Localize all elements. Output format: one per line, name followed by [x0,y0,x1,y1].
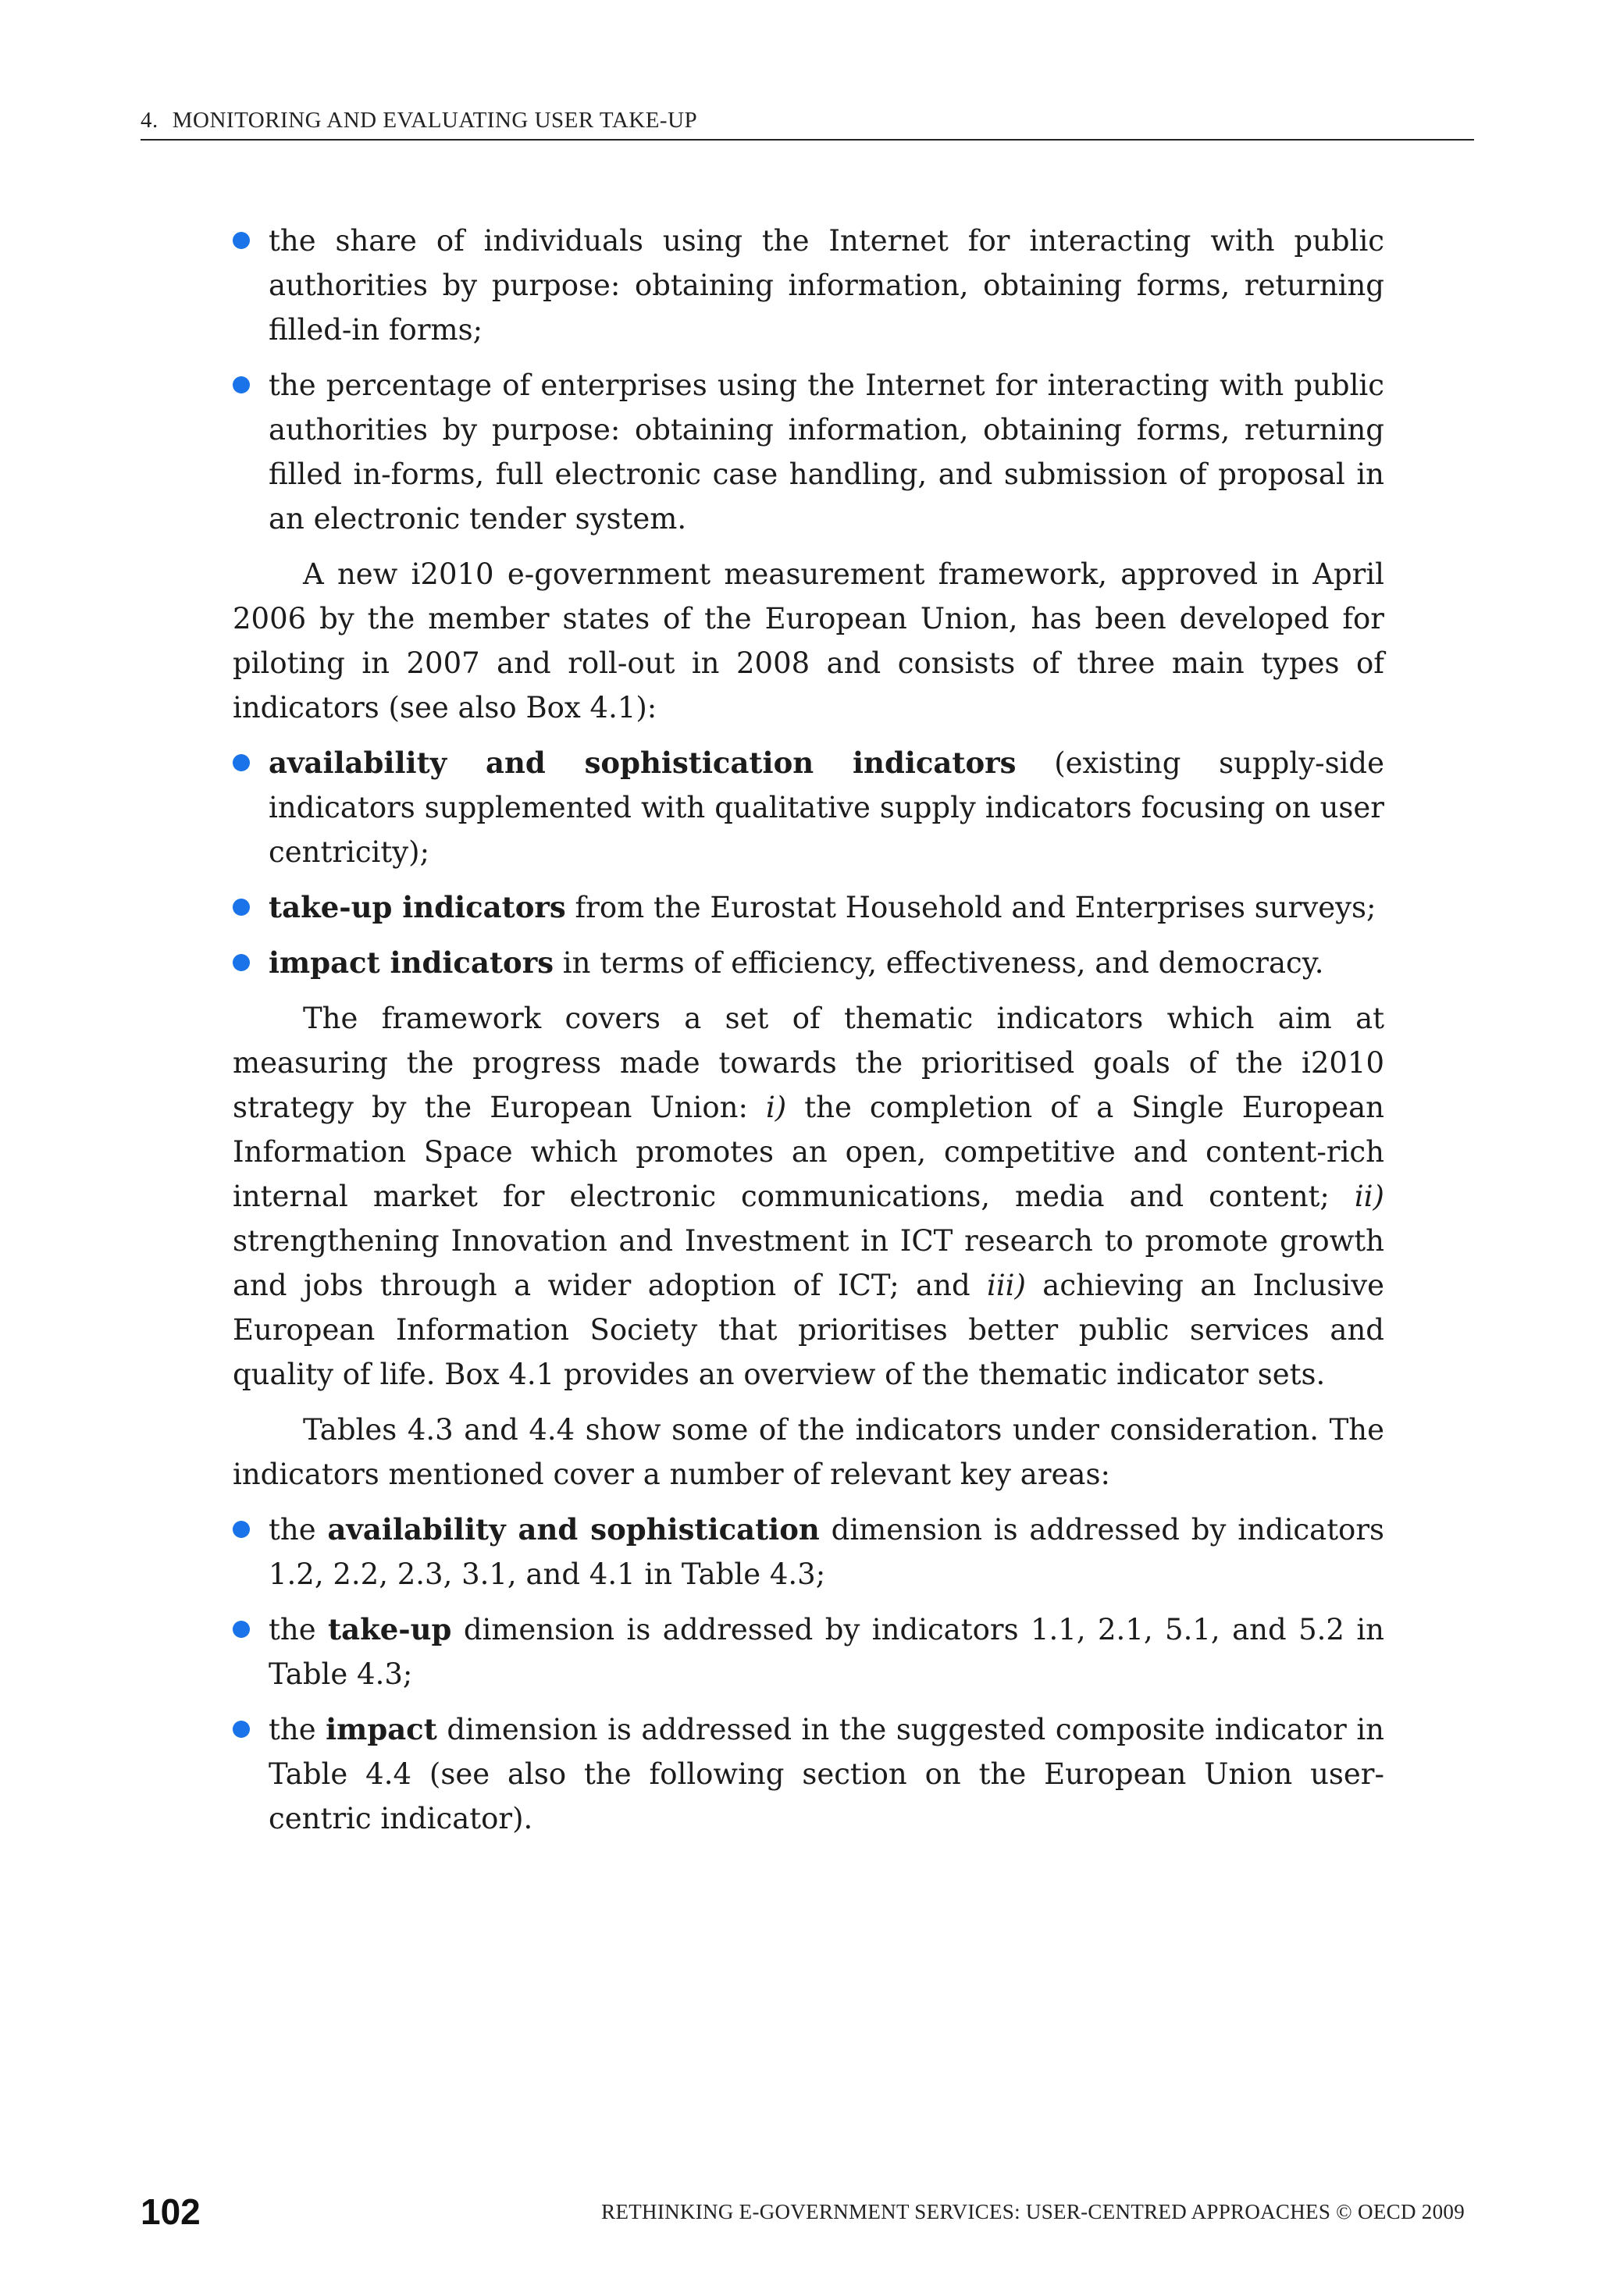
paragraph: The framework covers a set of thematic indicators which aim at measuring the progress made towards the prioritised goals of the i2010 strategy by the European Union: i) the completion of a Single European Information Space which promotes an open, competitive and content-rich internal market for electronic communications, media and content; ii) strengthening Innovation and Investment in ICT research to promote growth and jobs through a wider adoption of ICT; and iii) achieving an Inclusive European Information Society that prioritises better public services and quality of life. Box 4.1 provides an overview of the thematic indicator sets. [233,1002,1384,1391]
chapter-title: MONITORING AND EVALUATING USER TAKE-UP [172,108,698,133]
list-item: the percentage of enterprises using the Internet for interacting with public authorities by purpose: obtaining information, obtaining forms, returning filled in-forms, full electronic case handling, and submission of proposal in an electronic tender system. [233,363,1384,541]
list-item: the availability and sophistication dimension is addressed by indicators 1.2, 2.2, 2.3, 3.1, and 4.1 in Table 4.3; [233,1508,1384,1597]
list-item: take-up indicators from the Eurostat Household and Enterprises surveys; [233,885,1384,930]
bullet-icon [233,232,250,249]
paragraph: Tables 4.3 and 4.4 show some of the indicators under consideration. The indicators mentioned cover a number of relevant key areas: [233,1413,1384,1491]
list-item: the take-up dimension is addressed by indicators 1.1, 2.1, 5.1, and 5.2 in Table 4.3; [233,1607,1384,1696]
bullet-icon [233,1621,250,1638]
bullet-icon [233,899,250,916]
bullet-icon [233,1721,250,1738]
bullet-icon [233,1521,250,1538]
paragraph: A new i2010 e-government measurement framework, approved in April 2006 by the member states of the European Union, has been developed for piloting in 2007 and roll-out in 2008 and consists of three main types of indicators (see also Box 4.1): [233,557,1384,724]
list-item: the impact dimension is addressed in the suggested composite indicator in Table 4.4 (see also the following section on the European Union user-centric indicator). [233,1707,1384,1841]
list-item: the share of individuals using the Internet for interacting with public authorities by purpose: obtaining information, obtaining forms, returning filled-in forms; [233,219,1384,352]
bullet-icon [233,754,250,771]
running-footer: RETHINKING E-GOVERNMENT SERVICES: USER-CENTRED APPROACHES © OECD 2009 [601,2200,1465,2223]
list-item: availability and sophistication indicators (existing supply-side indicators supplemented with qualitative supply indicators focusing on user centricity); [233,741,1384,874]
running-header [141,108,1474,141]
page-number: 102 [141,2191,201,2232]
bullet-icon [233,954,250,971]
chapter-number: 4. [141,108,158,133]
bullet-icon [233,376,250,393]
body-text [233,219,1384,1852]
list-item: impact indicators in terms of efficiency, effectiveness, and democracy. [233,941,1384,985]
